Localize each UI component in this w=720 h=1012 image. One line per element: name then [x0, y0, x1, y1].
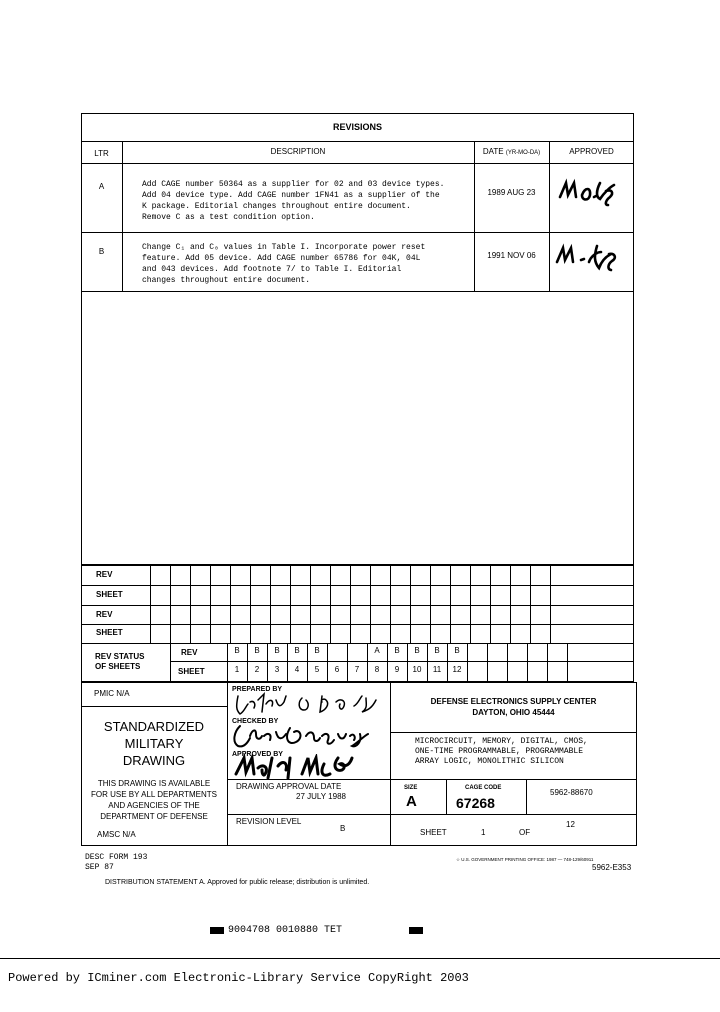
of-label: OF — [519, 828, 531, 837]
grid-divider — [170, 565, 171, 644]
cage-code-label: CAGE CODE — [465, 785, 502, 791]
rev-b-line: changes throughout entire document. — [142, 276, 311, 285]
amsc-label: AMSC N/A — [97, 830, 136, 839]
rev-status-cell: B — [394, 646, 400, 655]
grid-divider — [250, 565, 251, 644]
size-value: A — [406, 793, 417, 810]
grid-divider — [550, 565, 551, 644]
rev-status-cell: B — [294, 646, 300, 655]
pmic-label: PMIC N/A — [94, 689, 130, 698]
grid-divider — [270, 565, 271, 644]
rev-status-cell: B — [454, 646, 460, 655]
grid-divider — [190, 565, 191, 644]
agency-name: DEFENSE ELECTRONICS SUPPLY CENTER — [430, 697, 597, 706]
barcode-text: 9004708 0010880 TET — [228, 925, 343, 936]
rev-b-line: and 043 devices. Add footnote 7/ to Table I. Editorial — [142, 265, 402, 274]
sheet-number-cell: 8 — [374, 665, 380, 674]
grid-divider — [527, 643, 528, 682]
rev-b-ltr: B — [98, 247, 105, 256]
grid-divider — [547, 643, 548, 682]
grid-divider — [310, 565, 311, 644]
powered-by-banner: Powered by ICminer.com Electronic-Library Service CopyRight 2003 — [8, 971, 469, 985]
sheet-value: 1 — [481, 828, 486, 837]
gpo-imprint: ☆ U.S. GOVERNMENT PRINTING OFFICE: 1987 — 748-129/60911 — [456, 857, 594, 862]
cage-code-value: 67268 — [456, 795, 495, 811]
approved-by-label: APPROVED BY — [232, 751, 283, 758]
sheet-number-cell: 9 — [394, 665, 400, 674]
header-description: DESCRIPTION — [270, 147, 326, 156]
rev-status-cell: A — [374, 646, 380, 655]
rev-status-cell: B — [314, 646, 320, 655]
grid-divider — [210, 565, 211, 644]
approval-date-value: 27 JULY 1988 — [296, 792, 346, 801]
grid-divider — [470, 565, 471, 644]
grid-divider — [350, 565, 351, 644]
grid-divider — [290, 565, 291, 644]
sheet-number-cell: 5 — [314, 665, 320, 674]
drawing-title-line: ONE-TIME PROGRAMMABLE, PROGRAMMABLE — [415, 747, 584, 756]
rev-status-label-1: REV STATUS — [95, 652, 145, 661]
agency-address: DAYTON, OHIO 45444 — [472, 708, 555, 717]
header-ltr: LTR — [94, 149, 109, 158]
grid-divider — [390, 565, 391, 644]
smd-title-2: MILITARY — [124, 736, 184, 751]
rev-a-approval-signature — [556, 175, 626, 207]
sheet-number-cell: 12 — [452, 665, 462, 674]
availability-line: THIS DRAWING IS AVAILABLE — [97, 779, 211, 788]
sheet-number-cell: 11 — [432, 665, 442, 674]
grid-divider — [230, 565, 231, 644]
rev-a-line: K package. Editorial changes throughout entire document. — [142, 202, 411, 211]
form-number: DESC FORM 193 — [85, 853, 148, 862]
grid-sheet-label: SHEET — [96, 590, 123, 599]
availability-line: FOR USE BY ALL DEPARTMENTS — [91, 790, 217, 799]
size-label: SIZE — [404, 785, 418, 791]
grid-divider — [510, 565, 511, 644]
grid-divider — [530, 565, 531, 644]
status-sheet-label: SHEET — [178, 667, 205, 676]
grid-divider — [490, 565, 491, 644]
grid-divider — [330, 565, 331, 644]
sheet-number-cell: 10 — [412, 665, 422, 674]
smd-title-3: DRAWING — [122, 753, 186, 768]
rev-b-approval-signature — [553, 240, 627, 274]
barcode-left-mark — [210, 927, 224, 934]
grid-divider — [567, 643, 568, 682]
checked-by-signature — [230, 722, 390, 750]
rev-b-date: 1991 NOV 06 — [487, 251, 536, 260]
prepared-by-label: PREPARED BY — [232, 686, 283, 693]
grid-divider — [467, 643, 468, 682]
drawing-number: 5962-88670 — [550, 788, 593, 797]
rev-status-cell: B — [234, 646, 240, 655]
status-rev-label: REV — [181, 648, 198, 657]
sheet-number-cell: 6 — [334, 665, 340, 674]
header-date: DATE (YR-MO-DA) — [482, 147, 541, 156]
rev-status-cell: B — [274, 646, 280, 655]
sheet-number-cell: 2 — [254, 665, 260, 674]
revision-level-label: REVISION LEVEL — [236, 817, 302, 826]
revision-level-value: B — [340, 824, 346, 833]
grid-rev-label: REV — [96, 610, 113, 619]
revisions-title: REVISIONS — [332, 122, 382, 132]
rev-b-line: Change C₁ and C₀ values in Table I. Incorporate power reset — [142, 243, 426, 252]
approved-by-signature — [232, 754, 382, 782]
smd-title-1: STANDARDIZED — [103, 719, 205, 734]
rev-a-ltr: A — [98, 182, 105, 191]
approval-date-label: DRAWING APPROVAL DATE — [236, 782, 342, 791]
grid-divider — [450, 565, 451, 644]
rev-status-cell: B — [414, 646, 420, 655]
availability-line: AND AGENCIES OF THE — [108, 801, 200, 810]
barcode-right-mark — [409, 927, 423, 934]
rev-a-line: Add 04 device type. Add CAGE number 1FN41 as a supplier of the — [142, 191, 440, 200]
drawing-title-line: MICROCIRCUIT, MEMORY, DIGITAL, CMOS, — [415, 737, 588, 746]
rev-status-label-2: OF SHEETS — [95, 662, 141, 671]
rev-a-line: Add CAGE number 50364 as a supplier for 02 and 03 device types. — [142, 180, 445, 189]
grid-divider — [370, 565, 371, 644]
grid-divider — [487, 643, 488, 682]
sheet-number-cell: 1 — [234, 665, 240, 674]
grid-divider — [410, 565, 411, 644]
rev-b-line: feature. Add 05 device. Add CAGE number 65786 for 04K, 04L — [142, 254, 421, 263]
form-control-number: 5962-E353 — [592, 863, 632, 872]
checked-by-label: CHECKED BY — [232, 718, 279, 725]
grid-divider — [430, 565, 431, 644]
drawing-title-line: ARRAY LOGIC, MONOLITHIC SILICON — [415, 757, 564, 766]
sheet-label: SHEET — [420, 828, 447, 837]
form-date: SEP 87 — [85, 863, 114, 872]
header-approved: APPROVED — [569, 147, 614, 156]
sheet-number-cell: 7 — [354, 665, 360, 674]
grid-divider — [507, 643, 508, 682]
rev-status-cell: B — [254, 646, 260, 655]
grid-divider — [150, 565, 151, 644]
distribution-statement: DISTRIBUTION STATEMENT A. Approved for public release; distribution is unlimited. — [105, 879, 370, 886]
grid-sheet-label: SHEET — [96, 628, 123, 637]
rev-a-line: Remove C as a test condition option. — [142, 213, 315, 222]
rev-a-date: 1989 AUG 23 — [487, 188, 536, 197]
sheet-number-cell: 3 — [274, 665, 280, 674]
prepared-by-signature — [232, 690, 392, 716]
sheet-number-cell: 4 — [294, 665, 300, 674]
rev-status-cell: B — [434, 646, 440, 655]
grid-rev-label: REV — [96, 570, 113, 579]
availability-line: DEPARTMENT OF DEFENSE — [100, 812, 208, 821]
of-total-value: 12 — [566, 820, 575, 829]
